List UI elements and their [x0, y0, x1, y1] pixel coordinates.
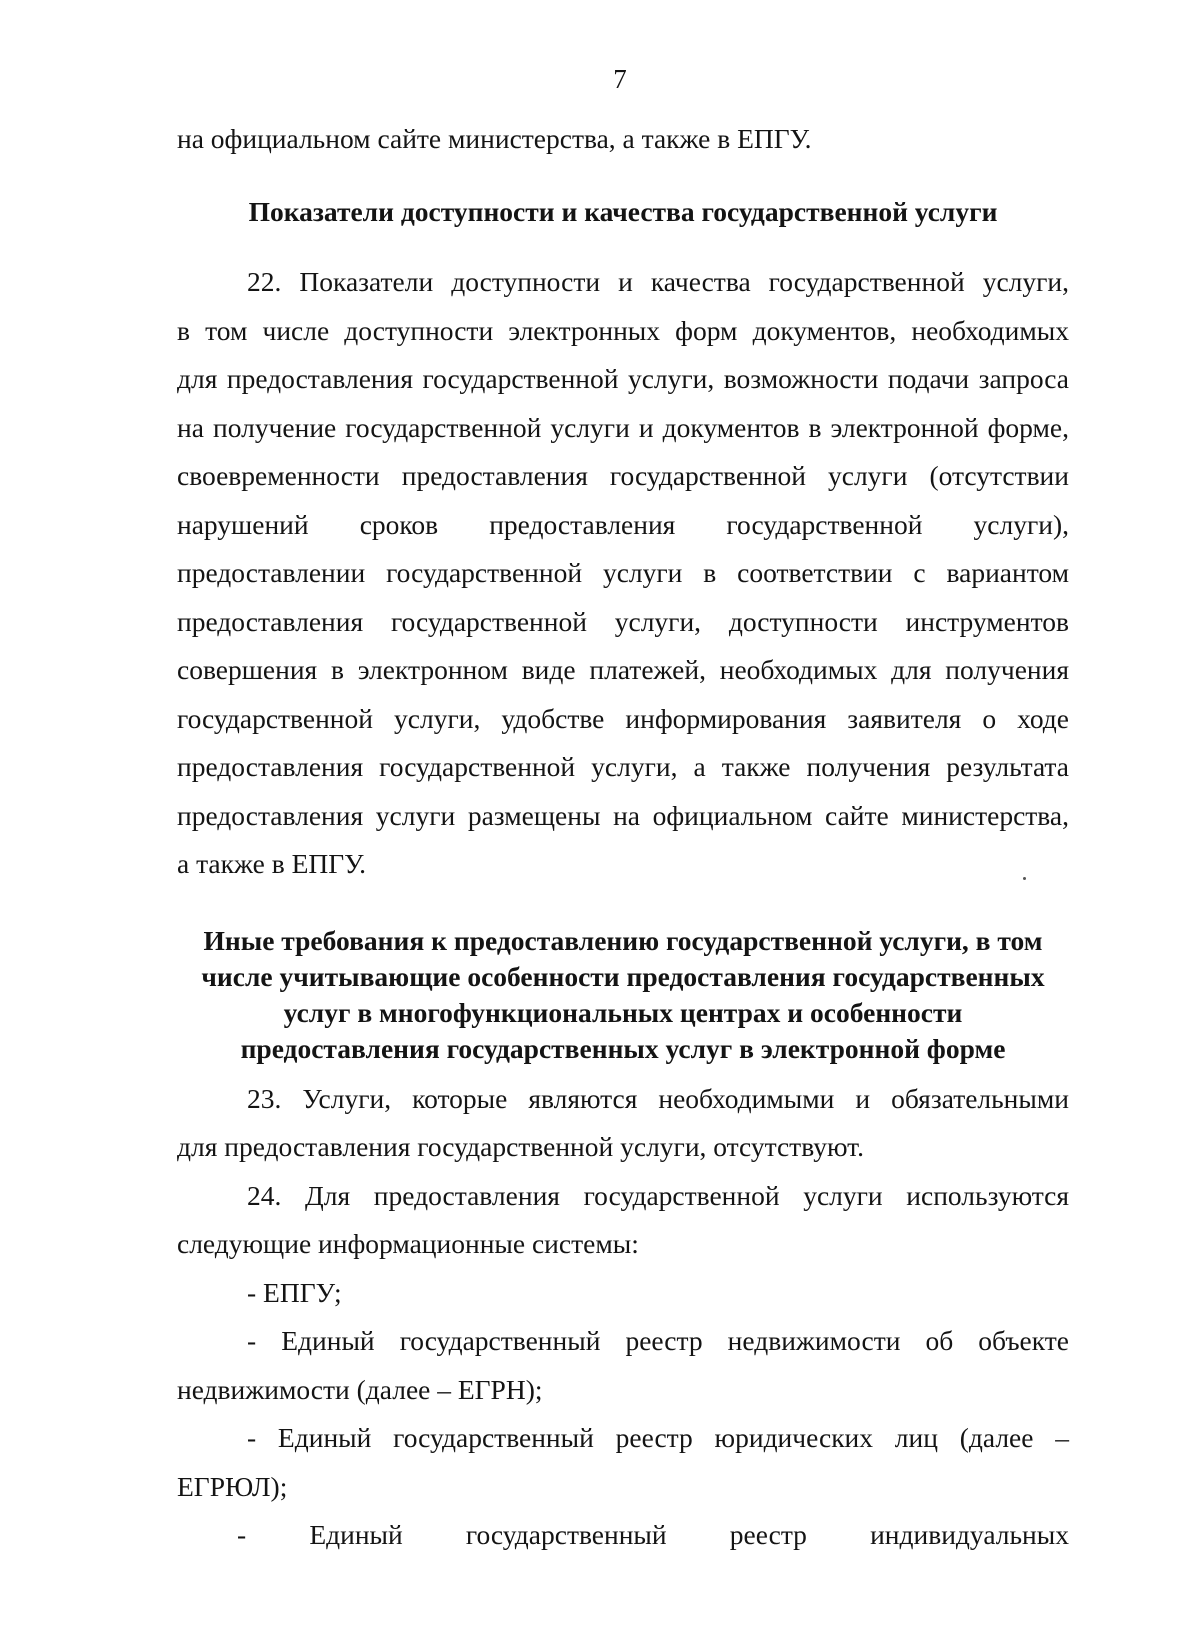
text-line: своевременности предоставления государственной услуги (отсутствии — [177, 460, 1069, 491]
text-line: для предоставления государственной услуги, возможности подачи запроса — [177, 363, 1069, 394]
text-line: предоставлении государственной услуги в соответствии с вариантом — [177, 557, 1069, 588]
text-line: для предоставления государственной услуги, отсутствуют. — [177, 1131, 865, 1162]
paragraph-24 — [177, 1172, 1069, 1269]
word: - — [237, 1519, 247, 1550]
list-item-egrn — [177, 1317, 1069, 1414]
list-item-egrul — [177, 1414, 1069, 1511]
text-line: предоставления государственной услуги, а также получения результата — [177, 751, 1069, 782]
text-line: 22. Показатели доступности и качества государственной услуги, — [247, 266, 1069, 297]
list-item-egrip — [177, 1511, 1069, 1560]
paragraph-23 — [177, 1075, 1069, 1172]
heading-line: числе учитывающие особенности предоставления государственных — [201, 960, 1045, 992]
word: индивидуальных — [870, 1519, 1069, 1550]
page-number: 7 — [613, 64, 627, 94]
text-line: совершения в электронном виде платежей, необходимых для получения — [177, 654, 1069, 685]
heading-line: Иные требования к предоставлению государственной услуги, в том — [203, 924, 1043, 956]
section-heading-indicators: Показатели доступности и качества государственной услуги — [248, 195, 998, 227]
text-line: 24. Для предоставления государственной услуги используются — [247, 1179, 1069, 1211]
word: Единый — [309, 1519, 403, 1550]
section-heading-other-requirements — [177, 923, 1069, 1067]
text-line: 23. Услуги, которые являются необходимыми и обязательными — [247, 1082, 1069, 1114]
word: реестр — [729, 1519, 807, 1550]
text-line: - ЕПГУ; — [247, 1276, 342, 1308]
text-line: а также в ЕПГУ. — [177, 848, 366, 879]
text-line: нарушений сроков предоставления государственной услуги), — [177, 508, 1069, 540]
text-line: предоставления услуги размещены на официальном сайте министерства, — [177, 799, 1069, 831]
text-line: на получение государственной услуги и документов в электронной форме, — [177, 411, 1069, 443]
text-line: - Единый государственный реестр юридических лиц (далее – — [247, 1422, 1069, 1453]
text-line: предоставления государственной услуги, доступности инструментов — [177, 605, 1069, 637]
text-line: недвижимости (далее – ЕГРН); — [177, 1373, 543, 1405]
list-item-epgu — [177, 1269, 1069, 1318]
document-body — [177, 115, 1069, 1560]
heading-line: предоставления государственных услуг в электронной форме — [240, 1032, 1006, 1064]
heading-line: услуг в многофункциональных центрах и особенности — [283, 996, 963, 1028]
scan-speck — [1023, 877, 1026, 880]
intro-line — [177, 115, 1069, 164]
text-line: следующие информационные системы: — [177, 1228, 639, 1259]
text-line: - Единый государственный реестр недвижимости об объекте — [247, 1325, 1069, 1356]
word: государственный — [465, 1519, 667, 1550]
text-line: ЕГРЮЛ); — [177, 1470, 288, 1502]
text-line: государственной услуги, удобстве информирования заявителя о ходе — [177, 702, 1069, 734]
text-line: в том числе доступности электронных форм документов, необходимых — [177, 314, 1069, 346]
text-line: на официальном сайте министерства, а также в ЕПГУ. — [177, 123, 812, 154]
text-line — [177, 1511, 1069, 1560]
paragraph-22 — [177, 258, 1069, 889]
